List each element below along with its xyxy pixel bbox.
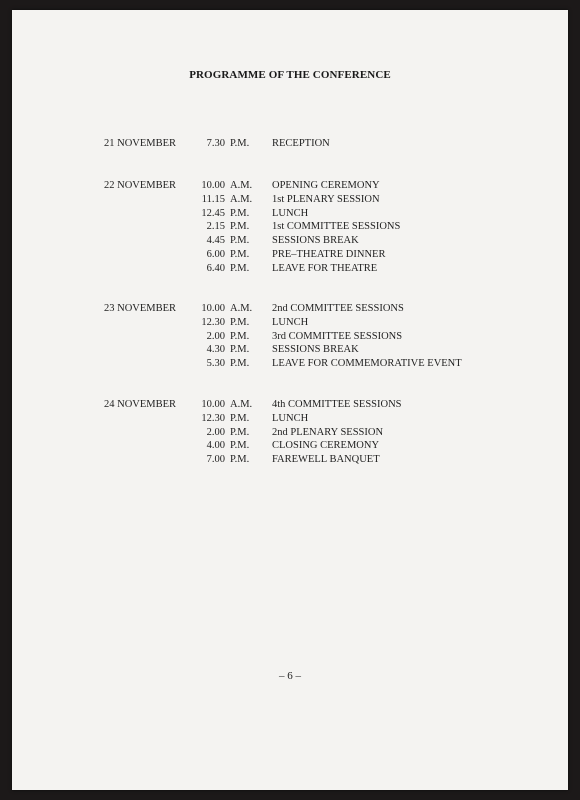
event-name: 1st PLENARY SESSION bbox=[272, 193, 380, 205]
event-time: 7.00 bbox=[206, 454, 225, 466]
event-ampm: P.M. bbox=[230, 426, 250, 438]
event-name: FAREWELL BANQUET bbox=[272, 454, 380, 466]
event-name: LUNCH bbox=[272, 412, 309, 424]
schedule-row bbox=[12, 194, 568, 208]
schedule-row bbox=[12, 427, 568, 441]
event-ampm: P.M. bbox=[230, 412, 250, 424]
day-block-24-november bbox=[12, 399, 568, 468]
schedule-row bbox=[12, 331, 568, 345]
event-name: OPENING CEREMONY bbox=[272, 180, 380, 191]
event-ampm: P.M. bbox=[230, 344, 250, 356]
event-name: LEAVE FOR COMMEMORATIVE EVENT bbox=[272, 358, 462, 370]
event-time: 5.30 bbox=[206, 358, 225, 370]
schedule-row bbox=[12, 263, 568, 277]
schedule-row bbox=[12, 208, 568, 222]
event-name: 3rd COMMITTEE SESSIONS bbox=[272, 330, 403, 342]
event-name: 4th COMMITTEE SESSIONS bbox=[272, 399, 402, 410]
event-ampm: P.M. bbox=[230, 454, 250, 466]
schedule-row bbox=[12, 138, 568, 152]
schedule-row bbox=[12, 303, 568, 317]
event-time: 6.40 bbox=[206, 262, 225, 274]
event-ampm: P.M. bbox=[230, 358, 250, 370]
event-ampm: P.M. bbox=[230, 207, 250, 219]
event-ampm: A.M. bbox=[230, 180, 253, 191]
event-time: 6.00 bbox=[206, 248, 225, 260]
day-block-21-november bbox=[12, 138, 568, 152]
event-time: 2.00 bbox=[206, 426, 225, 438]
event-name: SESSIONS BREAK bbox=[272, 235, 359, 247]
event-name: 1st COMMITTEE SESSIONS bbox=[272, 221, 401, 233]
schedule-row bbox=[12, 249, 568, 263]
event-name: 2nd COMMITTEE SESSIONS bbox=[272, 303, 404, 314]
schedule-row bbox=[12, 358, 568, 372]
event-ampm: P.M. bbox=[230, 440, 250, 452]
event-time: 11.15 bbox=[201, 193, 225, 205]
event-ampm: P.M. bbox=[230, 330, 250, 342]
event-ampm: P.M. bbox=[230, 138, 250, 149]
schedule-row bbox=[12, 221, 568, 235]
event-ampm: P.M. bbox=[230, 316, 250, 328]
event-time: 2.15 bbox=[206, 221, 225, 233]
event-ampm: A.M. bbox=[230, 193, 253, 205]
page-title: PROGRAMME OF THE CONFERENCE bbox=[189, 69, 391, 81]
day-date: 24 NOVEMBER bbox=[104, 399, 177, 410]
schedule-row bbox=[12, 399, 568, 413]
event-name: 2nd PLENARY SESSION bbox=[272, 426, 384, 438]
event-ampm: A.M. bbox=[230, 399, 253, 410]
schedule-row bbox=[12, 180, 568, 194]
event-time: 4.45 bbox=[206, 235, 225, 247]
schedule-row bbox=[12, 440, 568, 454]
event-name: PRE–THEATRE DINNER bbox=[272, 248, 386, 260]
day-date: 22 NOVEMBER bbox=[104, 180, 177, 191]
event-name: LUNCH bbox=[272, 207, 309, 219]
event-time: 4.00 bbox=[206, 440, 225, 452]
day-block-23-november bbox=[12, 303, 568, 372]
event-name: LUNCH bbox=[272, 316, 309, 328]
document-page bbox=[12, 10, 568, 790]
event-name: RECEPTION bbox=[272, 138, 330, 149]
schedule-row bbox=[12, 235, 568, 249]
event-time: 12.45 bbox=[201, 207, 225, 219]
day-date: 23 NOVEMBER bbox=[104, 303, 177, 314]
event-ampm: A.M. bbox=[230, 303, 253, 314]
schedule-row bbox=[12, 317, 568, 331]
schedule-row bbox=[12, 344, 568, 358]
event-time: 10.00 bbox=[201, 180, 225, 191]
event-ampm: P.M. bbox=[230, 235, 250, 247]
event-name: LEAVE FOR THEATRE bbox=[272, 262, 378, 274]
event-time: 4.30 bbox=[206, 344, 225, 356]
event-time: 7.30 bbox=[206, 138, 225, 149]
event-ampm: P.M. bbox=[230, 262, 250, 274]
event-time: 12.30 bbox=[201, 412, 225, 424]
page-number: – 6 – bbox=[279, 670, 301, 682]
day-block-22-november bbox=[12, 180, 568, 277]
event-name: SESSIONS BREAK bbox=[272, 344, 359, 356]
event-ampm: P.M. bbox=[230, 221, 250, 233]
event-ampm: P.M. bbox=[230, 248, 250, 260]
schedule-row bbox=[12, 454, 568, 468]
event-name: CLOSING CEREMONY bbox=[272, 440, 380, 452]
event-time: 12.30 bbox=[201, 316, 225, 328]
day-date: 21 NOVEMBER bbox=[104, 138, 177, 149]
schedule-row bbox=[12, 413, 568, 427]
event-time: 2.00 bbox=[206, 330, 225, 342]
event-time: 10.00 bbox=[201, 399, 225, 410]
event-time: 10.00 bbox=[201, 303, 225, 314]
